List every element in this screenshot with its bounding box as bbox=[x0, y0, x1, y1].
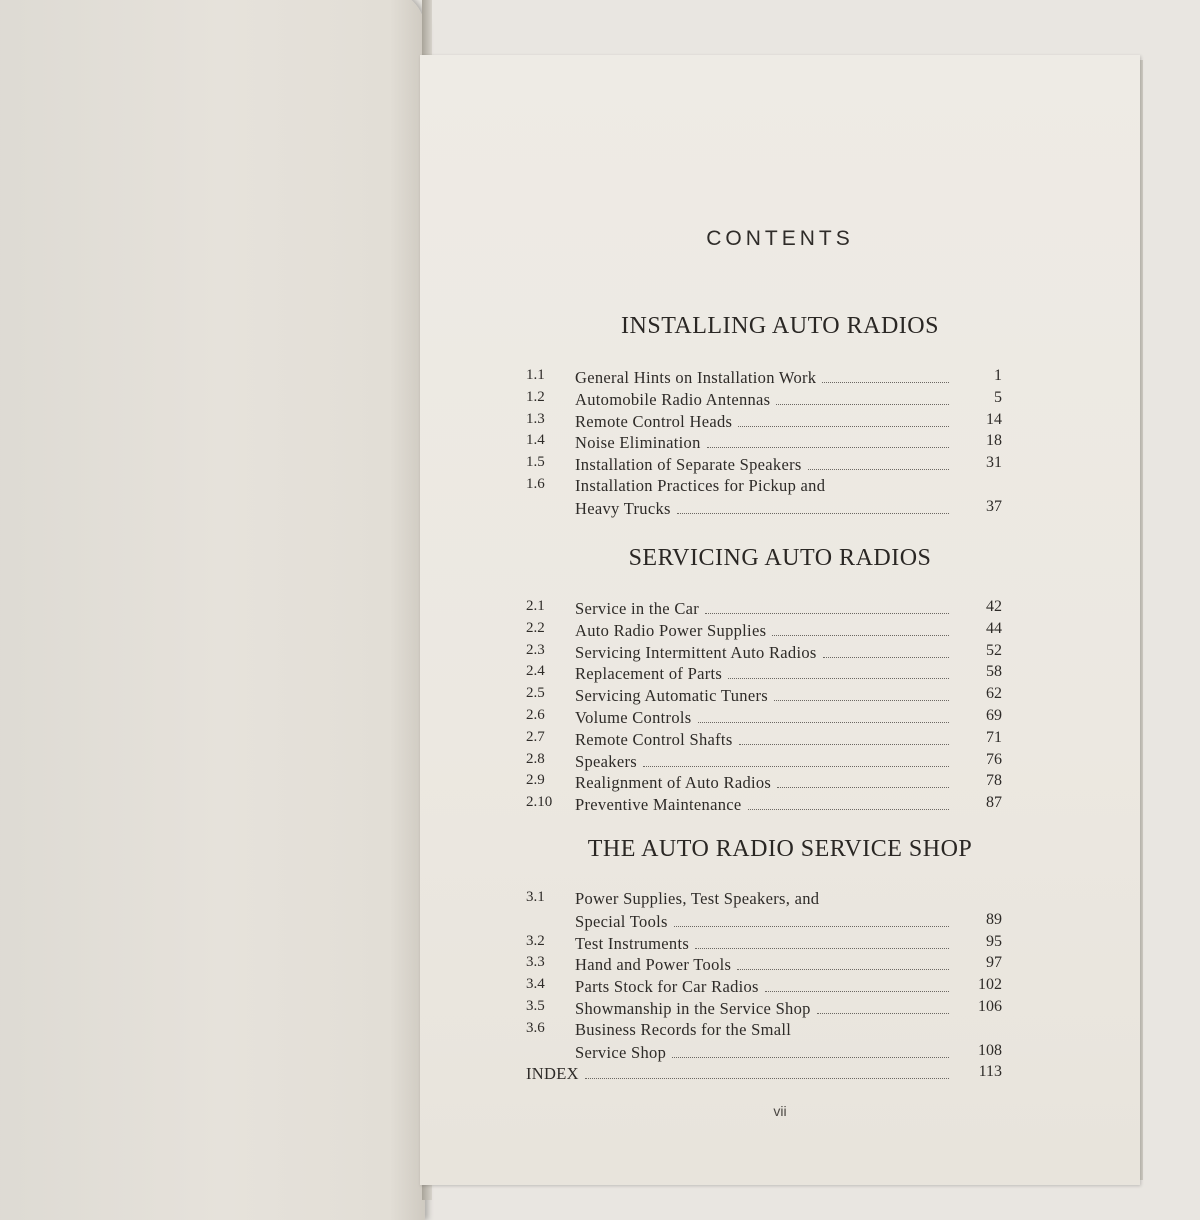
toc-entry-row bbox=[420, 432, 1140, 454]
toc-entry-row bbox=[420, 642, 1140, 664]
toc-entry-row bbox=[420, 663, 1140, 685]
entry-title: Installation Practices for Pickup and bbox=[575, 475, 826, 495]
entry-number: 2.6 bbox=[526, 706, 545, 723]
entry-page-number: 37 bbox=[986, 497, 1002, 515]
toc-entry-row bbox=[420, 685, 1140, 707]
toc-entry-row bbox=[420, 911, 1140, 933]
entry-title: Business Records for the Small bbox=[575, 1019, 792, 1039]
toc-index-row bbox=[420, 1063, 1140, 1085]
entry-number: 2.5 bbox=[526, 685, 545, 702]
entry-title-line bbox=[575, 432, 955, 453]
entry-page-number: 78 bbox=[986, 772, 1002, 790]
dot-leader bbox=[738, 411, 949, 427]
dot-leader bbox=[728, 663, 949, 679]
entry-title-line bbox=[575, 685, 955, 706]
entry-number: 1.3 bbox=[526, 410, 545, 427]
entry-title-line bbox=[575, 954, 955, 975]
entry-title: Hand and Power Tools bbox=[575, 955, 732, 975]
entry-title-line bbox=[575, 598, 955, 619]
entry-title: Remote Control Heads bbox=[575, 411, 733, 431]
entry-page-number: 76 bbox=[986, 750, 1002, 768]
entry-number: 3.2 bbox=[526, 932, 545, 949]
entry-title-line bbox=[575, 454, 955, 475]
entry-page-number: 14 bbox=[986, 410, 1002, 428]
entry-title: Realignment of Auto Radios bbox=[575, 773, 772, 793]
entry-title: Power Supplies, Test Speakers, and bbox=[575, 889, 820, 908]
entry-title-line bbox=[575, 772, 955, 793]
dot-leader bbox=[777, 772, 949, 788]
dot-leader bbox=[776, 389, 949, 405]
entry-title: Service in the Car bbox=[575, 599, 700, 618]
entry-title-line bbox=[575, 911, 955, 932]
entry-page-number: 31 bbox=[986, 454, 1002, 472]
toc-entry-row bbox=[420, 954, 1140, 976]
dot-leader bbox=[674, 911, 949, 927]
page-folio: vii bbox=[773, 1103, 787, 1119]
dot-leader bbox=[822, 367, 949, 383]
dot-leader bbox=[737, 954, 949, 970]
entry-page-number: 97 bbox=[986, 954, 1002, 972]
entry-title: Noise Elimination bbox=[575, 433, 701, 453]
entry-title-line bbox=[575, 642, 955, 663]
toc-entry-row bbox=[420, 976, 1140, 998]
entry-title-line bbox=[575, 998, 955, 1019]
entry-page-number: 69 bbox=[986, 706, 1002, 724]
entry-title: Installation of Separate Speakers bbox=[575, 455, 802, 475]
dot-leader bbox=[698, 707, 950, 723]
dot-leader bbox=[772, 620, 949, 636]
toc-entry-row bbox=[420, 454, 1140, 476]
entry-title: Special Tools bbox=[575, 911, 668, 931]
dot-leader bbox=[677, 498, 949, 514]
entry-title-line bbox=[575, 620, 955, 641]
entry-page-number: 1 bbox=[994, 367, 1002, 384]
entry-title-line bbox=[575, 389, 955, 410]
entry-page-number: 44 bbox=[986, 619, 1002, 637]
entry-number: 2.10 bbox=[526, 794, 553, 811]
toc-entry-row bbox=[420, 1020, 1140, 1042]
dot-leader bbox=[643, 751, 949, 767]
index-title-line bbox=[526, 1063, 955, 1084]
entry-page-number: 5 bbox=[994, 388, 1002, 406]
entry-number: 3.4 bbox=[526, 976, 545, 993]
entry-title: Parts Stock for Car Radios bbox=[575, 977, 759, 997]
entry-page-number: 106 bbox=[978, 997, 1002, 1015]
toc-entry-row bbox=[420, 751, 1140, 773]
toc-entry-row bbox=[420, 707, 1140, 729]
toc-entry-row bbox=[420, 476, 1140, 498]
entry-title-line bbox=[575, 729, 955, 750]
entry-number: 3.6 bbox=[526, 1019, 545, 1036]
entry-number: 2.1 bbox=[526, 598, 545, 614]
dot-leader bbox=[808, 454, 949, 470]
dot-leader bbox=[695, 933, 949, 949]
contents-heading: CONTENTS bbox=[706, 227, 854, 250]
entry-title: Volume Controls bbox=[575, 707, 692, 727]
toc-entry-row bbox=[420, 933, 1140, 955]
entry-title-line bbox=[575, 933, 955, 954]
entry-page-number: 58 bbox=[986, 663, 1002, 681]
toc-entry-row bbox=[420, 389, 1140, 411]
entry-title: Preventive Maintenance bbox=[575, 795, 742, 815]
entry-title: Automobile Radio Antennas bbox=[575, 389, 771, 409]
toc-entry-row bbox=[420, 889, 1140, 911]
entry-number: 2.3 bbox=[526, 641, 545, 658]
entry-title: Service Shop bbox=[575, 1042, 667, 1062]
dot-leader bbox=[748, 794, 950, 810]
dot-leader bbox=[739, 729, 949, 745]
toc-entry-row bbox=[420, 620, 1140, 642]
entry-title-line bbox=[575, 411, 955, 432]
entry-title: Showmanship in the Service Shop bbox=[575, 998, 811, 1018]
toc-entry-row bbox=[420, 498, 1140, 520]
toc-entry-row bbox=[420, 367, 1140, 389]
entry-title-line bbox=[575, 498, 955, 519]
dot-leader bbox=[705, 598, 949, 614]
toc-section-2 bbox=[420, 598, 1140, 816]
entry-page-number: 87 bbox=[986, 794, 1002, 812]
dot-leader bbox=[774, 685, 949, 701]
dot-leader bbox=[707, 432, 949, 448]
entry-title: Heavy Trucks bbox=[575, 498, 671, 518]
toc-section-1 bbox=[420, 367, 1140, 520]
entry-number: 2.7 bbox=[526, 728, 545, 745]
entry-number: 2.8 bbox=[526, 750, 545, 767]
entry-number: 3.3 bbox=[526, 954, 545, 971]
entry-title-line bbox=[575, 794, 955, 815]
entry-page-number: 18 bbox=[986, 432, 1002, 450]
dot-leader bbox=[765, 976, 949, 992]
entry-page-number: 108 bbox=[978, 1041, 1002, 1059]
entry-title: General Hints on Installation Work bbox=[575, 368, 817, 387]
entry-page-number: 42 bbox=[986, 598, 1002, 615]
entry-page-number: 52 bbox=[986, 641, 1002, 659]
contents-page bbox=[420, 55, 1140, 1185]
left-blank-page bbox=[0, 0, 425, 1220]
entry-title: Remote Control Shafts bbox=[575, 729, 733, 749]
toc-entry-row bbox=[420, 411, 1140, 433]
entry-title-line bbox=[575, 1042, 955, 1063]
entry-title: Servicing Automatic Tuners bbox=[575, 686, 768, 706]
entry-number: 3.5 bbox=[526, 997, 545, 1014]
toc-entry-row bbox=[420, 729, 1140, 751]
entry-number: 1.2 bbox=[526, 388, 545, 405]
toc-entry-row bbox=[420, 1042, 1140, 1064]
dot-leader bbox=[823, 642, 949, 658]
entry-title-line bbox=[575, 707, 955, 728]
section-title-servicing: SERVICING AUTO RADIOS bbox=[628, 545, 932, 571]
entry-title-line bbox=[575, 663, 955, 684]
toc-entry-row bbox=[420, 598, 1140, 620]
entry-title-line bbox=[575, 367, 955, 388]
entry-page-number: 71 bbox=[986, 728, 1002, 746]
toc-entry-row bbox=[420, 998, 1140, 1020]
dot-leader bbox=[585, 1063, 949, 1079]
entry-title: Auto Radio Power Supplies bbox=[575, 620, 767, 640]
index-label: INDEX bbox=[526, 1064, 579, 1084]
section-title-service-shop: THE AUTO RADIO SERVICE SHOP bbox=[587, 836, 973, 862]
entry-page-number: 102 bbox=[978, 976, 1002, 994]
entry-number: 1.4 bbox=[526, 432, 545, 449]
section-title-installing: INSTALLING AUTO RADIOS bbox=[621, 313, 939, 339]
entry-number: 2.2 bbox=[526, 619, 545, 636]
entry-title: Servicing Intermittent Auto Radios bbox=[575, 642, 817, 662]
entry-number: 1.1 bbox=[526, 367, 545, 383]
toc-entry-row bbox=[420, 794, 1140, 816]
entry-number: 1.6 bbox=[526, 475, 545, 492]
entry-number: 1.5 bbox=[526, 454, 545, 471]
toc-section-3 bbox=[420, 889, 1140, 1085]
entry-page-number: 62 bbox=[986, 685, 1002, 703]
index-page-number: 113 bbox=[978, 1063, 1002, 1081]
entry-page-number: 95 bbox=[986, 932, 1002, 950]
entry-number: 3.1 bbox=[526, 889, 545, 905]
entry-title: Test Instruments bbox=[575, 933, 690, 953]
entry-number: 2.9 bbox=[526, 772, 545, 789]
entry-number: 2.4 bbox=[526, 663, 545, 680]
dot-leader bbox=[672, 1042, 949, 1058]
entry-title-line bbox=[575, 751, 955, 772]
entry-title: Replacement of Parts bbox=[575, 664, 723, 684]
dot-leader bbox=[817, 998, 949, 1014]
entry-page-number: 89 bbox=[986, 910, 1002, 928]
entry-title-line bbox=[575, 976, 955, 997]
toc-entry-row bbox=[420, 772, 1140, 794]
entry-title: Speakers bbox=[575, 751, 637, 771]
